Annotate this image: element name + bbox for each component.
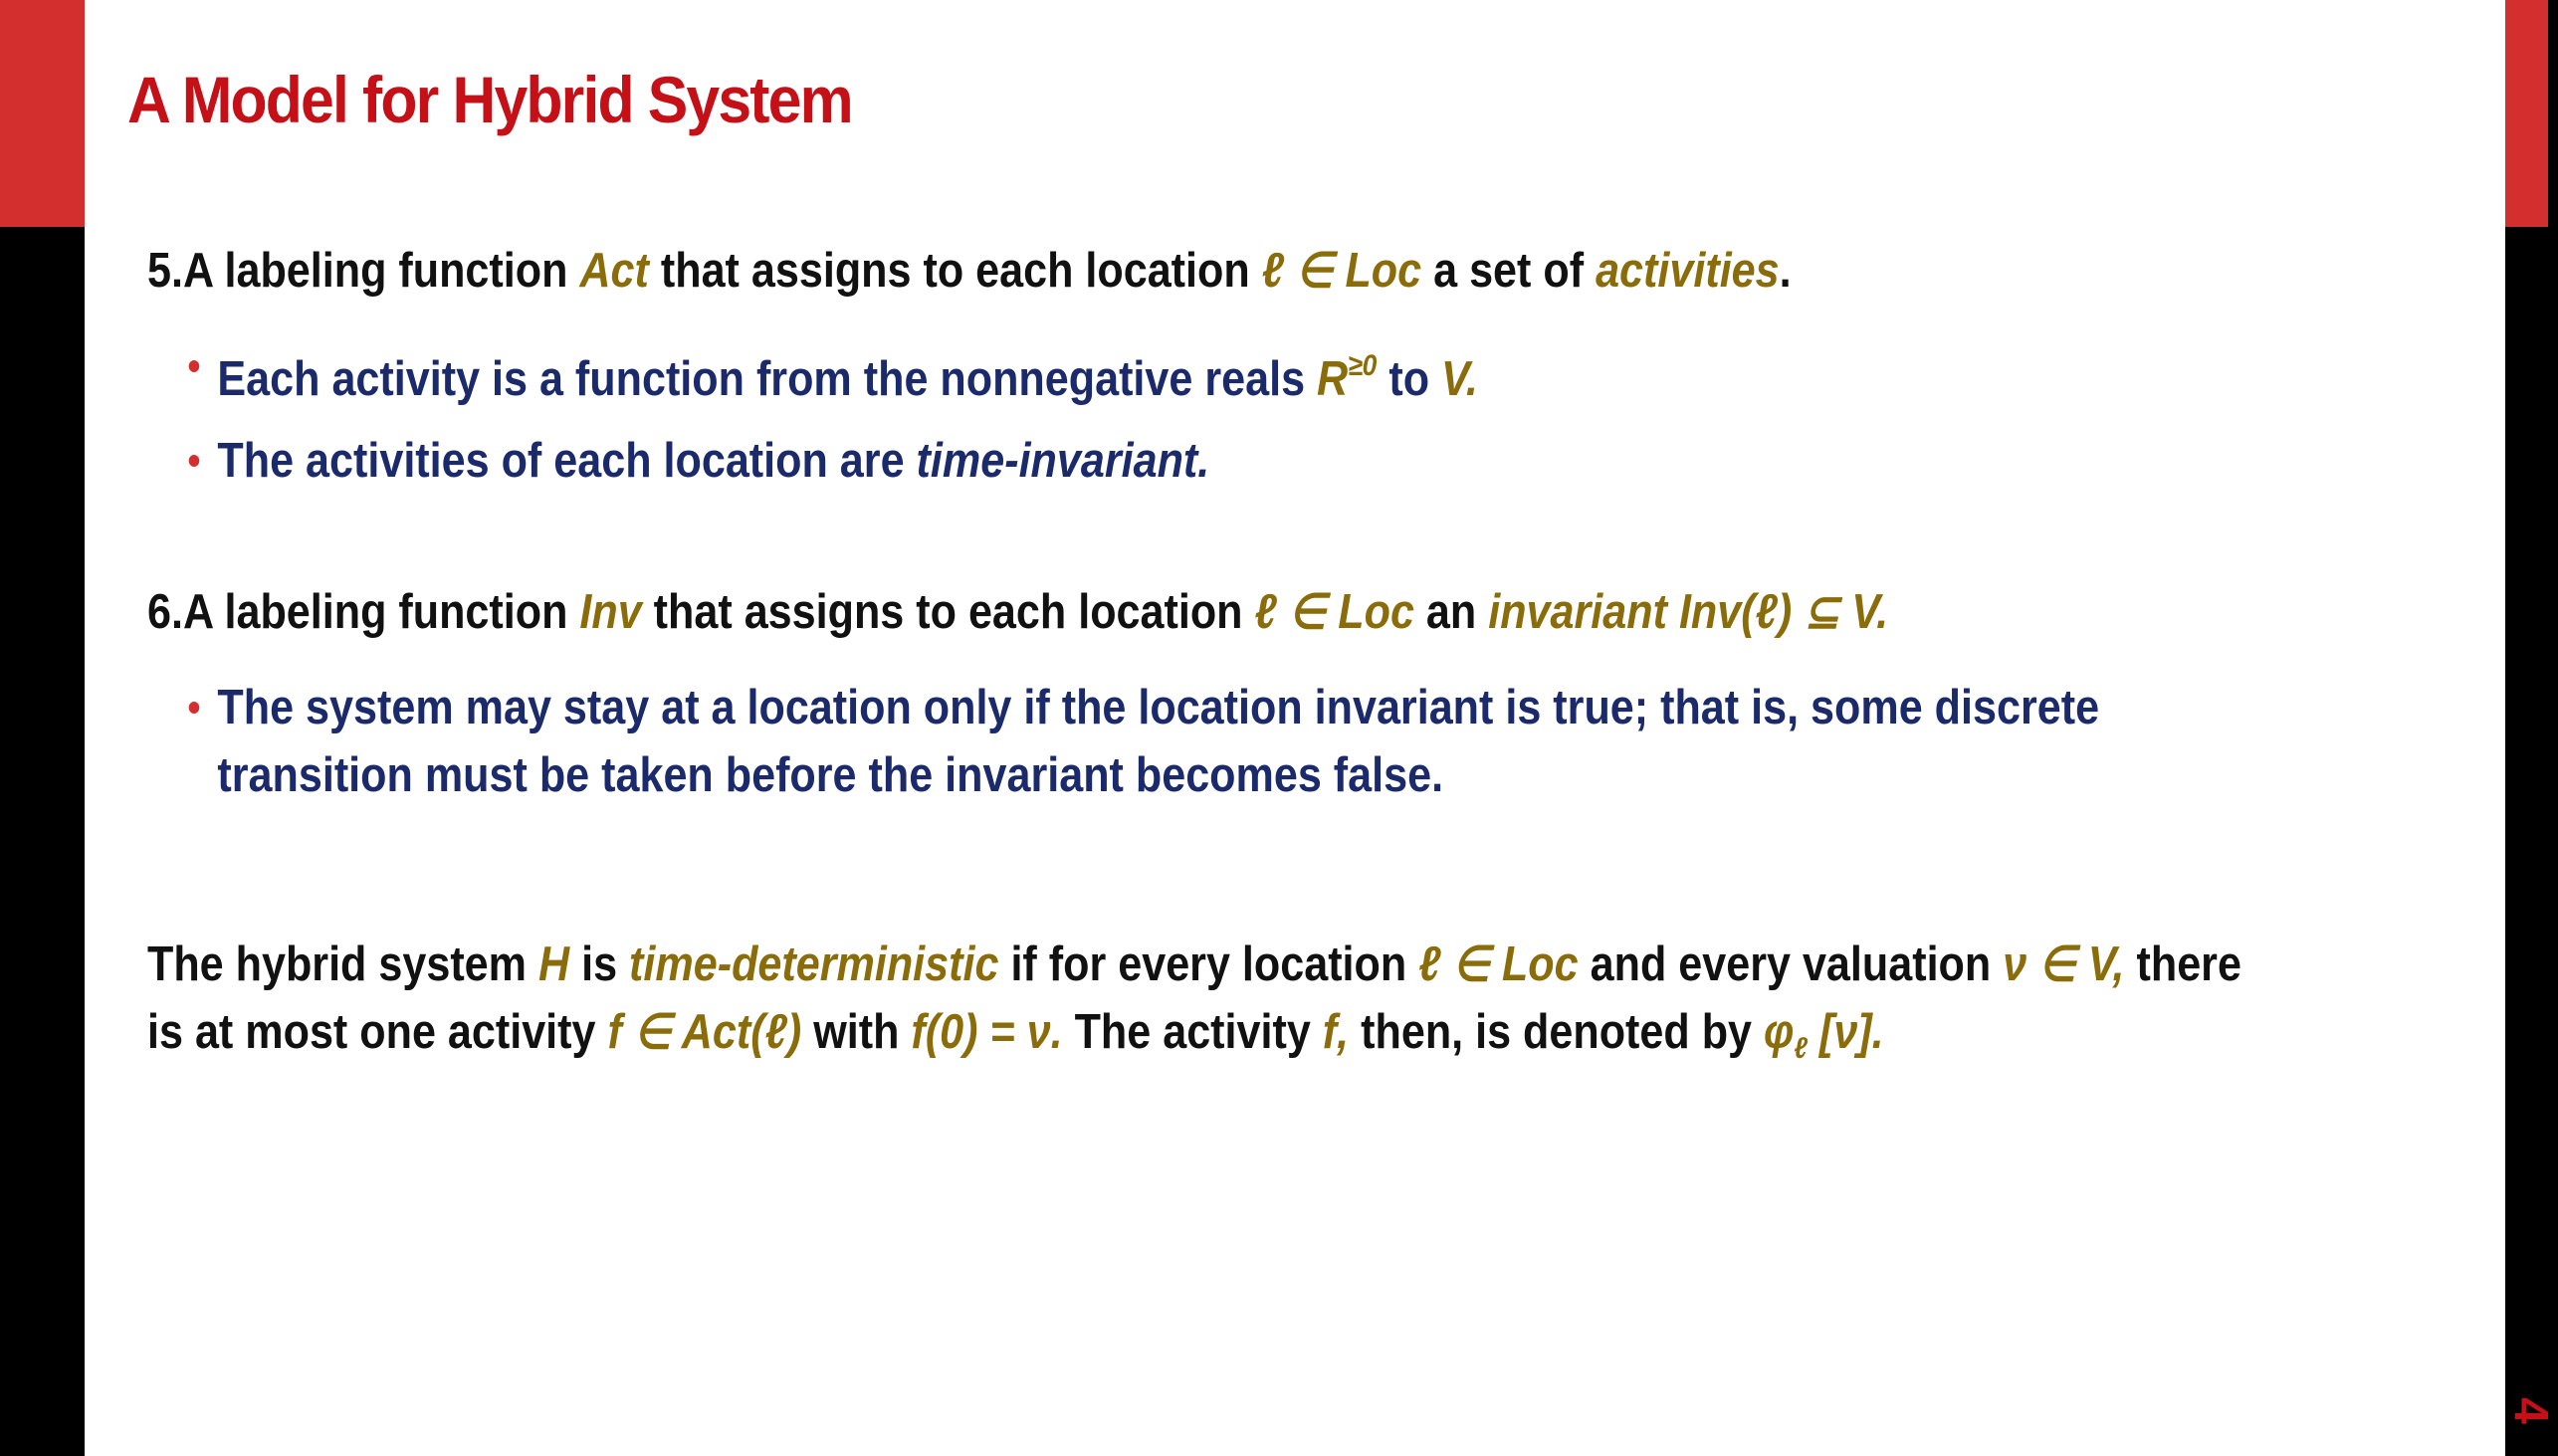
item-6-text: that assigns to each location	[641, 585, 1255, 639]
bullet-dot-icon: •	[187, 437, 201, 484]
item-5-text: 5.A labeling function	[147, 244, 580, 298]
bullet-text-line-2: transition must be taken before the invariant becomes false.	[217, 748, 1444, 802]
item-5-bullets	[147, 332, 2215, 495]
item-6	[147, 578, 2215, 646]
item-6-text: 6.A labeling function	[147, 585, 580, 639]
activities-term: activities	[1596, 244, 1780, 298]
bullet-text: to	[1377, 352, 1442, 406]
right-accent-bar	[2505, 0, 2548, 227]
location-math: ℓ ∈ Loc	[1418, 937, 1579, 991]
bullet-text: Each activity is a function from the nonnegative reals	[217, 352, 1318, 406]
slide	[85, 0, 2557, 1456]
item-6-text: an	[1413, 585, 1489, 639]
bullet-dot-icon: •	[187, 684, 201, 730]
location-math: ℓ ∈ Loc	[1261, 244, 1422, 298]
bullet-invariant-rule	[147, 674, 2215, 809]
phi-notation: $\varphi_\ell$ [ν].	[1764, 1005, 1884, 1065]
bullet-activity-function	[147, 332, 2215, 413]
item-5	[147, 237, 2215, 305]
f-term: f,	[1322, 1005, 1350, 1059]
bullet-text-line-1: The system may stay at a location only if the location invariant is true; that is, some discrete	[217, 681, 2100, 734]
bullet-time-invariant	[147, 427, 2215, 495]
location-math: ℓ ∈ Loc	[1254, 585, 1414, 639]
initial-value-math: f(0) = ν.	[911, 1005, 1063, 1059]
act-term: Act	[579, 244, 649, 298]
valuation-math: ν ∈ V,	[2003, 937, 2125, 991]
reals-math: $R^{\ge 0}$	[1317, 349, 1378, 406]
definition-line-1: The hybrid system H is time-deterministic if for every location ℓ ∈ Loc and every valuation ν ∈ V, there	[147, 937, 2241, 991]
activity-math: f ∈ Act(ℓ)	[607, 1005, 802, 1059]
page-number: 4	[2503, 1397, 2557, 1424]
slide-content	[147, 237, 2241, 1083]
time-invariant-term: time-invariant.	[916, 434, 1210, 488]
invariant-math: invariant Inv(ℓ) ⊆ V.	[1488, 585, 1889, 639]
item-5-text: .	[1779, 244, 1792, 298]
bullet-dot-icon: •	[187, 342, 201, 389]
left-accent-bar	[0, 0, 85, 227]
h-term: H	[537, 937, 570, 991]
slide-title: A Model for Hybrid System	[127, 63, 852, 136]
valuation-math: V.	[1441, 352, 1478, 406]
inv-term: Inv	[579, 585, 642, 639]
time-deterministic-term: time-deterministic	[629, 937, 999, 991]
bullet-text: The activities of each location are	[217, 434, 917, 488]
definition-line-2: is at most one activity f ∈ Act(ℓ) with f(0) = ν. The activity f, then, is denoted by $\varphi_\ell$ [ν].	[147, 1005, 1884, 1065]
item-6-bullets	[147, 674, 2215, 809]
item-5-text: a set of	[1421, 244, 1597, 298]
item-5-text: that assigns to each location	[648, 244, 1262, 298]
